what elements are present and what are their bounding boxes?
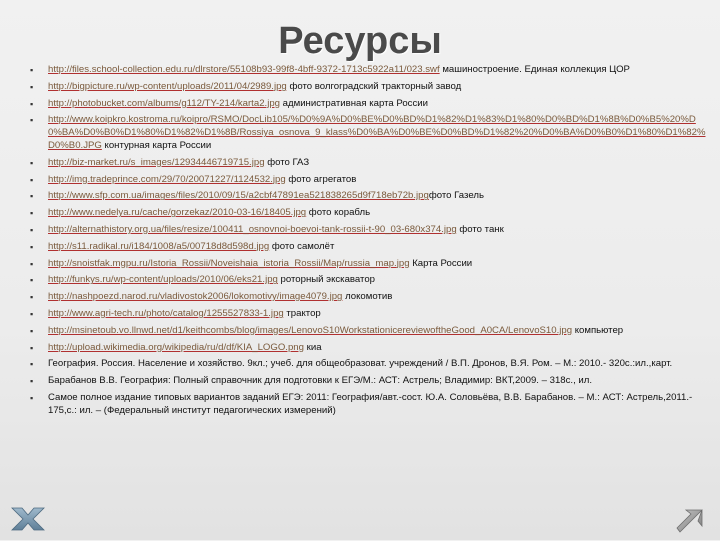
resource-description: машиностроение. Единая коллекция ЦОР [439, 64, 630, 75]
bullet-icon: ▪ [30, 157, 34, 168]
resource-description: фото агрегатов [285, 173, 357, 185]
resource-description: фото самолёт [269, 240, 335, 252]
bibliography-entry: Самое полное издание типовых вариантов заданий ЕГЭ: 2011: География/авт.-сост. Ю.А. Соловьёва, В.В. Барабанов. – М.: АСТ: Астрель,2011.- 175,с.: ил. – (Федеральный институт педагогических измерений) [48, 391, 693, 416]
resource-link[interactable]: http://upload.wikimedia.org/wikipedia/ru/d/df/KIA_LOGO.png [48, 341, 304, 353]
list-item [30, 291, 708, 304]
bullet-icon: ▪ [30, 98, 34, 109]
bullet-icon: ▪ [30, 342, 34, 353]
list-item [30, 174, 708, 187]
resource-description: фото танк [456, 223, 504, 235]
bullet-icon: ▪ [30, 241, 34, 252]
list-item [30, 375, 708, 388]
bullet-icon: ▪ [30, 115, 34, 126]
resource-description: фото корабль [306, 207, 371, 219]
list-item [30, 207, 708, 220]
list-item [30, 325, 708, 338]
resource-description: киа [303, 341, 322, 353]
resource-description: фото волгоградский тракторный завод [286, 80, 462, 92]
bullet-icon: ▪ [30, 224, 34, 235]
resource-link[interactable]: http://www.agri-tech.ru/photo/catalog/1255527833-1.jpg [48, 307, 284, 319]
resource-link[interactable]: http://funkys.ru/wp-content/uploads/2010/06/eks21.jpg [48, 274, 278, 286]
resource-link[interactable]: http://snoistfak.mgpu.ru/Istoria_Rossii/Noveishaia_istoria_Rossii/Map/russia_map.jpg [48, 257, 410, 269]
page-title: Ресурсы [278, 20, 442, 62]
bullet-icon: ▪ [30, 308, 34, 319]
list-item [30, 241, 708, 254]
resource-description: контурная карта России [101, 139, 212, 151]
resource-description: трактор [283, 307, 321, 319]
resource-list [30, 64, 708, 422]
bullet-icon: ▪ [30, 376, 34, 387]
list-item [30, 114, 708, 152]
resource-link[interactable]: http://s11.radikal.ru/i184/1008/a5/00718d8d598d.jpg [48, 240, 270, 252]
resource-link[interactable]: http://photobucket.com/albums/g112/TY-214/karta2.jpg [48, 97, 280, 109]
bullet-icon: ▪ [30, 325, 34, 336]
resource-description: фото ГАЗ [264, 156, 310, 168]
list-item [30, 157, 708, 170]
list-item [30, 224, 708, 237]
close-x-icon[interactable] [8, 502, 48, 536]
list-item [30, 342, 708, 355]
resource-description: локомотив [342, 291, 393, 303]
bullet-icon: ▪ [30, 208, 34, 219]
bibliography-entry: Барабанов В.В. География: Полный справочник для подготовки к ЕГЭ/М.: АСТ: Астрель; Владимир: ВКТ,2009. – 318с., ил. [48, 375, 593, 387]
list-item [30, 64, 708, 77]
resource-link[interactable]: http://www.koipkro.kostroma.ru/koipro/RSMO/DocLib105/%D0%9A%D0%BE%D0%BD%D1%82%D1%83%D1%80%D0%BD%D1%8B%D0%B5%20%D0%BA%D0%B0%D1%80%D1%82%D1%8B/Rossiya_osnova_9_klass%D0%BA%D0%BE%D0%BD%D1%82%20%D0%BA%D0%B0%D1%80%D1%82%D0%B0.JPG [48, 114, 706, 151]
forward-arrow-icon[interactable] [672, 502, 712, 536]
bullet-icon: ▪ [30, 81, 34, 92]
bullet-icon: ▪ [30, 191, 34, 202]
resource-link[interactable]: http://biz-market.ru/s_images/12934446719715.jpg [48, 156, 265, 168]
resource-link[interactable]: http://bigpicture.ru/wp-content/uploads/2011/04/2989.jpg [48, 80, 287, 92]
bullet-icon: ▪ [30, 174, 34, 185]
list-item [30, 258, 708, 271]
resource-link[interactable]: http://alternathistory.org.ua/files/resize/100411_osnovnoi-boevoi-tank-rossii-t-90_03-680x374.jpg [48, 223, 457, 235]
bullet-icon: ▪ [30, 392, 34, 403]
list-item [30, 190, 708, 203]
list-item [30, 274, 708, 287]
bullet-icon: ▪ [30, 292, 34, 303]
resource-link[interactable]: http://files.school-collection.edu.ru/dlrstore/55108b93-99f8-4bff-9372-1713c5922a11/023.swf [48, 64, 440, 75]
resource-description: фото Газель [428, 190, 484, 202]
list-item [30, 308, 708, 321]
resource-description: роторный экскаватор [277, 274, 375, 286]
list-item [30, 81, 708, 94]
resource-description: Карта России [409, 257, 473, 269]
list-item [30, 392, 708, 418]
bullet-icon: ▪ [30, 258, 34, 269]
resource-description: административная карта России [280, 97, 428, 109]
resource-description: компьютер [572, 324, 624, 336]
bibliography-entry: География. Россия. Население и хозяйство. 9кл.; учеб. для общеобразоват. учреждений / В.П. Дронов, В.Я. Ром. – М.: 2010.- 320с.:ил.,карт. [48, 358, 673, 370]
resource-link[interactable]: http://www.nedelya.ru/cache/gorzekaz/2010-03-16/18405.jpg [48, 207, 307, 219]
list-item [30, 98, 708, 111]
bullet-icon: ▪ [30, 275, 34, 286]
bullet-icon: ▪ [30, 359, 34, 370]
resource-link[interactable]: http://img.tradeprince.com/29/70/20071227/1124532.jpg [48, 173, 286, 185]
resource-link[interactable]: http://nashpoezd.narod.ru/vladivostok2006/lokomotivy/image4079.jpg [48, 291, 343, 303]
resource-link[interactable]: http://msinetoub.vo.llnwd.net/d1/keithcombs/blog/images/LenovoS10WorkstationicereviewoftheGood_A0CA/LenovoS10.jpg [48, 324, 573, 336]
resource-link[interactable]: http://www.sfp.com.ua/images/files/2010/09/15/a2cbf47891ea521838265d9f718eb72b.jpg [48, 190, 429, 202]
bullet-icon: ▪ [30, 65, 34, 75]
list-item [30, 358, 708, 371]
